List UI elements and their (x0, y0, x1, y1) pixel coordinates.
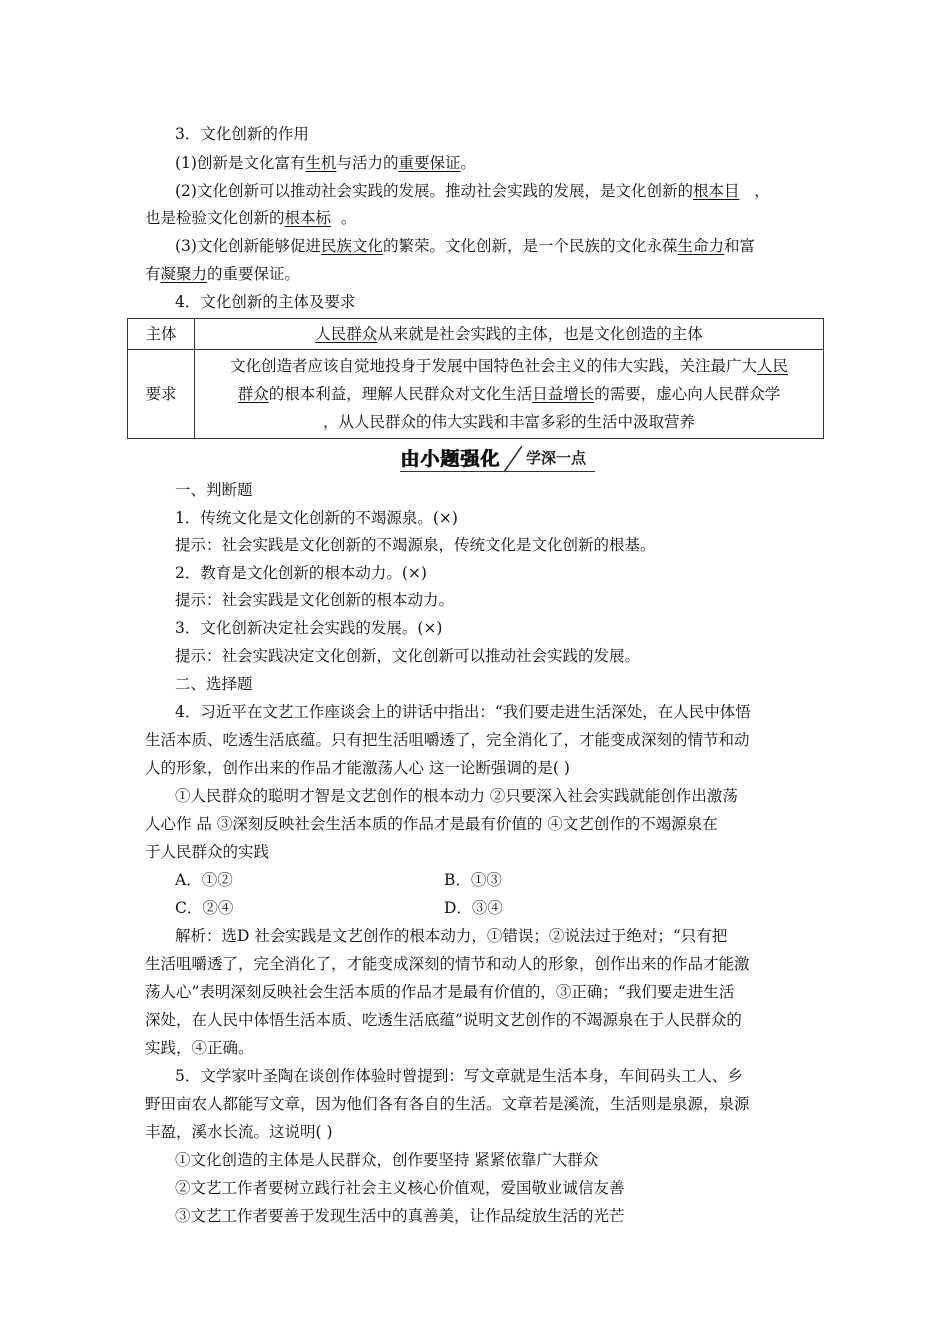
table-header-cell: 要求 (128, 350, 195, 439)
part-heading: 一、判断题 (175, 481, 253, 499)
question-4-line: 生活本质、吃透生活底蕴。只有把生活咀嚼透了，完全消化了，才能变成深刻的情节和动 (145, 731, 750, 749)
choice-b: B．①③ (444, 871, 502, 889)
question-5-line: 丰盈，溪水长流。这说明( ) (145, 1123, 333, 1141)
question-4-option-line: ①人民群众的聪明才智是文艺创作的根本动力 ②只要深入社会实践就能创作出激荡 (175, 787, 738, 805)
question-4-option-line: 于人民群众的实践 (145, 843, 270, 861)
banner-left-text: 由小题强化 (400, 447, 501, 470)
solution-line: 荡人心”表明深刻反映社会生活本质的作品才是最有价值的，③正确；“我们要走进生活 (145, 983, 735, 1001)
table-header-cell: 主体 (128, 319, 195, 350)
solution-line: 实践，④正确。 (145, 1039, 254, 1057)
table-cell: 文化创造者应该自觉地投身于发展中国特色社会主义的伟大实践，关注最广大人民 群众的根本利益，理解人民群众对文化生活日益增长的需要，虚心向人民群众学 ，从人民群众的伟大实践和丰富多彩的生活中汲取营养 (195, 350, 824, 439)
subject-requirement-table (127, 318, 824, 439)
solution-line: 深处，在人民中体悟生活本质、吃透生活底蕴”说明文艺创作的不竭源泉在于人民群众的 (145, 1011, 742, 1029)
choice-d: D．③④ (444, 899, 503, 917)
table-row (128, 350, 824, 439)
paragraph-3-line-2: 有凝聚力的重要保证。 (145, 265, 301, 283)
hint-2: 提示：社会实践是文化创新的根本动力。 (175, 591, 455, 609)
choice-a: A．①② (175, 871, 233, 889)
table-row (128, 319, 824, 350)
solution-line: 解析：选D 社会实践是文艺创作的根本动力，①错误；②说法过于绝对；“只有把 (175, 927, 728, 945)
section-heading: 3．文化创新的作用 (175, 125, 309, 143)
question-1: 1．传统文化是文化创新的不竭源泉。(×) (175, 509, 458, 527)
question-4-line: 人的形象，创作出来的作品才能激荡人心 这一论断强调的是( ) (145, 759, 570, 777)
question-4-option-line: 人心作 品 ③深刻反映社会生活本质的作品才是最有价值的 ④文艺创作的不竭源泉在 (145, 815, 718, 833)
paragraph-2-line-2: 也是检验文化创新的根本标 。 (145, 209, 357, 227)
question-2: 2．教育是文化创新的根本动力。(×) (175, 564, 427, 582)
question-4-line: 4．习近平在文艺工作座谈会上的讲话中指出：“我们要走进生活深处，在人民中体悟 (175, 703, 751, 721)
question-5-option: ③文艺工作者要善于发现生活中的真善美，让作品绽放生活的光芒 (175, 1207, 625, 1225)
paragraph-1: (1)创新是文化富有生机与活力的重要保证。 (175, 154, 477, 172)
solution-line: 生活咀嚼透了，完全消化了，才能变成深刻的情节和动人的形象，创作出来的作品才能激 (145, 955, 750, 973)
slash-icon (500, 444, 526, 470)
hint-3: 提示：社会实践决定文化创新，文化创新可以推动社会实践的发展。 (175, 647, 641, 665)
part-heading: 二、选择题 (175, 675, 253, 693)
paragraph-2-line-1: (2)文化创新可以推动社会实践的发展。推动社会实践的发展，是文化创新的根本目 ， (175, 182, 770, 200)
banner-underline (400, 471, 595, 472)
question-3: 3．文化创新决定社会实践的发展。(×) (175, 619, 443, 637)
question-5-option: ①文化创造的主体是人民群众，创作要坚持 紧紧依靠广大群众 (175, 1151, 599, 1169)
question-5-line: 野田亩农人都能写文章，因为他们各有各自的生活。文章若是溪流，生活则是泉源，泉源 (145, 1095, 750, 1113)
question-5-option: ②文艺工作者要树立践行社会主义核心价值观，爱国敬业诚信友善 (175, 1179, 625, 1197)
section-banner (400, 442, 586, 472)
choice-c: C．②④ (175, 899, 234, 917)
table-cell: 人民群众从来就是社会实践的主体，也是文化创造的主体 (195, 319, 824, 350)
section-heading: 4．文化创新的主体及要求 (175, 293, 356, 311)
banner-right-text: 学深一点 (526, 448, 587, 467)
paragraph-3-line-1: (3)文化创新能够促进民族文化的繁荣。文化创新，是一个民族的文化永葆生命力和富 (175, 237, 756, 255)
question-5-line: 5．文学家叶圣陶在谈创作体验时曾提到：写文章就是生活本身，车间码头工人、乡 (175, 1067, 743, 1085)
hint-1: 提示：社会实践是文化创新的不竭源泉，传统文化是文化创新的根基。 (175, 536, 656, 554)
